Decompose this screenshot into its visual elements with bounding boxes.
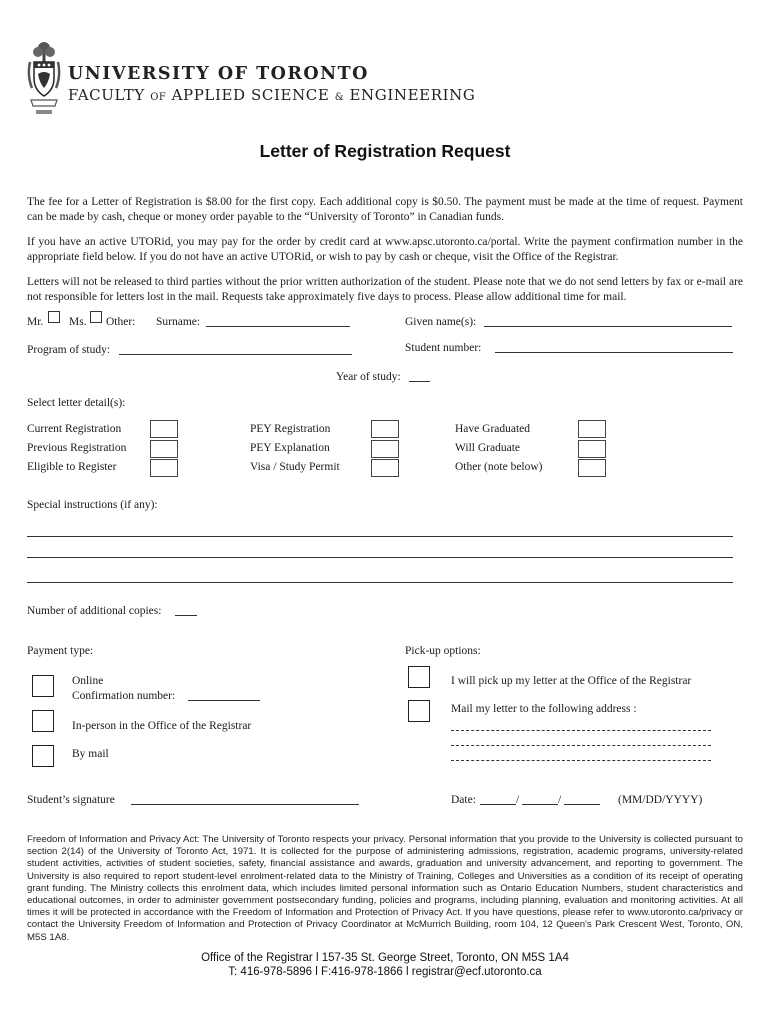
previous-registration-checkbox[interactable] <box>150 440 178 458</box>
page-title: Letter of Registration Request <box>259 141 511 161</box>
by-mail-label: By mail <box>72 748 109 760</box>
pey-explanation-checkbox[interactable] <box>371 440 399 458</box>
date-label: Date: <box>451 794 476 806</box>
footer-contact: T: 416-978-5896 l F:416-978-1866 l registrar@ecf.utoronto.ca <box>228 966 542 978</box>
mail-letter-checkbox[interactable] <box>408 700 430 722</box>
date-format-hint: (MM/DD/YYYY) <box>618 794 703 806</box>
university-name: UNIVERSITY OF TORONTO <box>68 64 369 84</box>
in-person-label: In-person in the Office of the Registrar <box>72 720 252 732</box>
option-will-graduate: Will Graduate <box>455 442 520 454</box>
other-note-checkbox[interactable] <box>578 459 606 477</box>
option-have-graduated: Have Graduated <box>455 423 531 435</box>
faculty-name-of: OF <box>150 92 167 103</box>
will-graduate-checkbox[interactable] <box>578 440 606 458</box>
option-eligible-to-register: Eligible to Register <box>27 461 117 473</box>
option-visa-study-permit: Visa / Study Permit <box>250 461 340 473</box>
have-graduated-checkbox[interactable] <box>578 420 606 438</box>
faculty-name-part: ENGINEERING <box>349 86 476 104</box>
address-line-1[interactable] <box>451 730 711 731</box>
special-instructions-heading: Special instructions (if any): <box>27 499 158 511</box>
mr-checkbox[interactable] <box>48 311 60 323</box>
option-pey-registration: PEY Registration <box>250 423 331 435</box>
date-separator: / <box>558 794 562 806</box>
pickup-checkbox[interactable] <box>408 666 430 688</box>
current-registration-checkbox[interactable] <box>150 420 178 438</box>
ms-label: Ms. <box>69 316 87 328</box>
faculty-name <box>68 86 475 104</box>
date-year-input[interactable] <box>564 794 600 805</box>
pey-registration-checkbox[interactable] <box>371 420 399 438</box>
utorid-paragraph: If you have an active UTORid, you may pay for the order by credit card at www.apsc.utoronto.ca/portal. Write the payment confirmation number in the appropriate field below. If you do not have an active UTORid, or wish to pay by cash or cheque, visit the Office of the Registrar. <box>27 236 743 263</box>
eligible-to-register-checkbox[interactable] <box>150 459 178 477</box>
mail-letter-label: Mail my letter to the following address : <box>451 703 637 715</box>
student-number-input[interactable] <box>495 342 733 353</box>
confirmation-label: Confirmation number: <box>72 690 176 702</box>
fee-paragraph: The fee for a Letter of Registration is $8.00 for the first copy. Each additional copy is $0.50. The payment must be made at the time of request. Payment can be made by cash, cheque or money order payable to the “University of Toronto” in Canadian funds. <box>27 196 743 223</box>
in-person-payment-checkbox[interactable] <box>32 710 54 732</box>
year-input[interactable] <box>409 371 430 382</box>
option-current-registration: Current Registration <box>27 423 122 435</box>
given-names-input[interactable] <box>484 316 732 327</box>
university-crest-icon <box>26 40 62 118</box>
letter-details-heading: Select letter detail(s): <box>27 397 126 409</box>
option-other-note: Other (note below) <box>455 461 543 473</box>
faculty-name-amp: & <box>334 92 345 103</box>
address-line-2[interactable] <box>451 745 711 746</box>
copies-input[interactable] <box>175 605 197 616</box>
faculty-name-part: FACULTY <box>68 86 145 104</box>
privacy-notice: Freedom of Information and Privacy Act: The University of Toronto respects your privacy. Personal information that you provide to the University is collected pursuant to section 2(14) of the University of Toronto Act, 1971. It is collected for the purpose of administering admissions, registration, academic programs, university-related student activities, activities of student societies, safety, financial assistance and awards, graduation and university advancement, and reporting to government. The University is also required to report student-level enrolment-related data to the Ministry of Training, Colleges and Universities as a condition of its receipt of operating grant funding. The Ministry collects this enrolment data, which includes limited personal information such as Ontario Education Numbers, student characteristics and educational outcomes, in order to administer government postsecondary funding, policies and programs, including planning, evaluation and monitoring activities. At all times it will be protected in accordance with the Freedom of Information and Protection of Privacy Act. If you have questions, please refer to www.utoronto.ca/privacy or contact the University Freedom of Information and Protection of Privacy Coordinator at McMurrich Building, room 104, 12 Queen's Park Crescent West, Toronto, ON, M5S 1A8. <box>27 834 743 943</box>
footer-address: Office of the Registrar l 157-35 St. George Street, Toronto, ON M5S 1A4 <box>201 952 569 964</box>
other-label: Other: <box>106 316 136 328</box>
release-paragraph: Letters will not be released to third parties without the prior written authorization of the student. Please note that we do not send letters by fax or e-mail are not responsible for letters lost in the mail. Requests take approximately five days to process. Please allow additional time for mail. <box>27 276 743 303</box>
signature-label: Student’s signature <box>27 794 115 806</box>
ms-checkbox[interactable] <box>90 311 102 323</box>
address-line-3[interactable] <box>451 760 711 761</box>
online-payment-checkbox[interactable] <box>32 675 54 697</box>
year-label: Year of study: <box>336 371 401 383</box>
special-instructions-line-2[interactable] <box>27 557 733 558</box>
option-previous-registration: Previous Registration <box>27 442 127 454</box>
pickup-heading: Pick-up options: <box>405 645 481 657</box>
program-label: Program of study: <box>27 344 111 356</box>
copies-label: Number of additional copies: <box>27 605 162 617</box>
signature-input[interactable] <box>131 794 359 805</box>
student-number-label: Student number: <box>405 342 482 354</box>
by-mail-payment-checkbox[interactable] <box>32 745 54 767</box>
special-instructions-line-1[interactable] <box>27 536 733 537</box>
date-day-input[interactable] <box>522 794 558 805</box>
surname-input[interactable] <box>206 316 350 327</box>
program-input[interactable] <box>119 344 352 355</box>
date-separator: / <box>516 794 520 806</box>
option-pey-explanation: PEY Explanation <box>250 442 330 454</box>
payment-type-heading: Payment type: <box>27 645 94 657</box>
special-instructions-line-3[interactable] <box>27 582 733 583</box>
mr-label: Mr. <box>27 316 44 328</box>
visa-study-permit-checkbox[interactable] <box>371 459 399 477</box>
online-label: Online <box>72 675 104 687</box>
date-month-input[interactable] <box>480 794 516 805</box>
given-names-label: Given name(s): <box>405 316 477 328</box>
faculty-name-part: APPLIED SCIENCE <box>171 86 330 104</box>
confirmation-number-input[interactable] <box>188 690 260 701</box>
surname-label: Surname: <box>156 316 201 328</box>
pickup-label: I will pick up my letter at the Office of the Registrar <box>451 675 692 687</box>
